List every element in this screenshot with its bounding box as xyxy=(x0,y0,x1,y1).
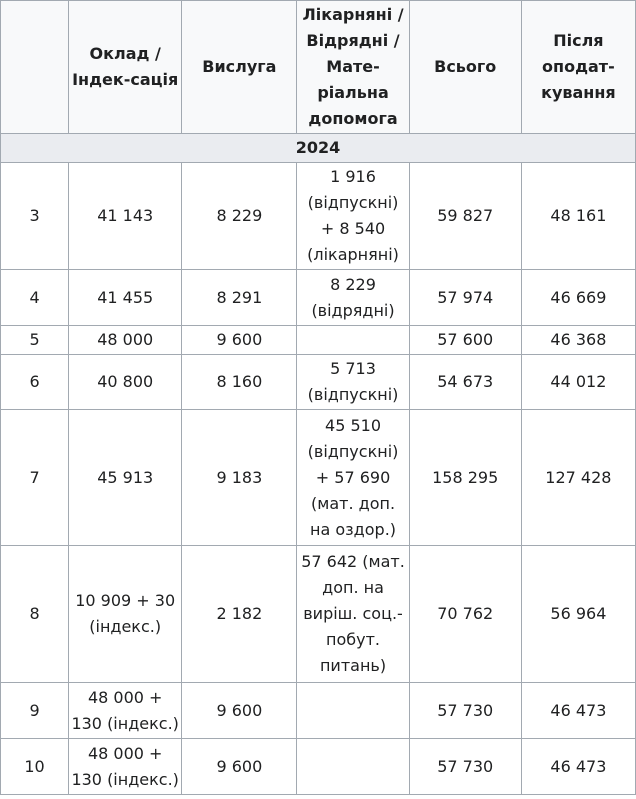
cell-total: 57 600 xyxy=(409,326,521,355)
table-row xyxy=(1,163,636,270)
cell-seniority: 9 600 xyxy=(182,683,297,739)
table-row xyxy=(1,355,636,410)
cell-extra: 45 510 (відпускні) + 57 690 (мат. доп. на оздор.) xyxy=(297,410,409,546)
cell-month: 8 xyxy=(1,546,69,683)
cell-total: 57 730 xyxy=(409,683,521,739)
cell-extra xyxy=(297,326,409,355)
cell-seniority: 9 183 xyxy=(182,410,297,546)
header-extra: Лікарняні / Відрядні / Мате-ріальна допомога xyxy=(297,1,409,134)
table-row xyxy=(1,270,636,326)
cell-extra xyxy=(297,683,409,739)
cell-seniority: 2 182 xyxy=(182,546,297,683)
cell-net: 48 161 xyxy=(521,163,635,270)
header-net: Після оподат-кування xyxy=(521,1,635,134)
header-total: Всього xyxy=(409,1,521,134)
year-row xyxy=(1,134,636,163)
cell-extra: 5 713 (відпускні) xyxy=(297,355,409,410)
cell-total: 57 730 xyxy=(409,739,521,795)
header-seniority: Вислуга xyxy=(182,1,297,134)
cell-salary: 45 913 xyxy=(69,410,182,546)
cell-extra: 1 916 (відпускні) + 8 540 (лікарняні) xyxy=(297,163,409,270)
table-row xyxy=(1,683,636,739)
cell-salary: 10 909 + 30 (індекс.) xyxy=(69,546,182,683)
cell-month: 5 xyxy=(1,326,69,355)
cell-net: 46 473 xyxy=(521,683,635,739)
table-row xyxy=(1,739,636,795)
cell-month: 9 xyxy=(1,683,69,739)
cell-month: 4 xyxy=(1,270,69,326)
cell-net: 127 428 xyxy=(521,410,635,546)
cell-net: 46 669 xyxy=(521,270,635,326)
cell-seniority: 8 160 xyxy=(182,355,297,410)
header-salary: Оклад / Індек-сація xyxy=(69,1,182,134)
cell-seniority: 8 229 xyxy=(182,163,297,270)
cell-salary: 40 800 xyxy=(69,355,182,410)
cell-seniority: 9 600 xyxy=(182,326,297,355)
cell-extra: 8 229 (відрядні) xyxy=(297,270,409,326)
table-row xyxy=(1,546,636,683)
cell-total: 57 974 xyxy=(409,270,521,326)
cell-total: 70 762 xyxy=(409,546,521,683)
cell-extra: 57 642 (мат. доп. на виріш. соц.-побут. питань) xyxy=(297,546,409,683)
cell-net: 56 964 xyxy=(521,546,635,683)
cell-month: 6 xyxy=(1,355,69,410)
cell-salary: 48 000 + 130 (індекс.) xyxy=(69,683,182,739)
header-row xyxy=(1,1,636,134)
cell-extra xyxy=(297,739,409,795)
cell-seniority: 9 600 xyxy=(182,739,297,795)
header-month xyxy=(1,1,69,134)
cell-salary: 48 000 xyxy=(69,326,182,355)
cell-net: 46 368 xyxy=(521,326,635,355)
table-row xyxy=(1,410,636,546)
cell-month: 10 xyxy=(1,739,69,795)
cell-month: 3 xyxy=(1,163,69,270)
cell-total: 158 295 xyxy=(409,410,521,546)
cell-salary: 41 455 xyxy=(69,270,182,326)
cell-seniority: 8 291 xyxy=(182,270,297,326)
cell-salary: 41 143 xyxy=(69,163,182,270)
table-row xyxy=(1,326,636,355)
cell-net: 46 473 xyxy=(521,739,635,795)
cell-net: 44 012 xyxy=(521,355,635,410)
year-label: 2024 xyxy=(1,134,636,163)
cell-total: 59 827 xyxy=(409,163,521,270)
cell-total: 54 673 xyxy=(409,355,521,410)
cell-salary: 48 000 + 130 (індекс.) xyxy=(69,739,182,795)
cell-month: 7 xyxy=(1,410,69,546)
